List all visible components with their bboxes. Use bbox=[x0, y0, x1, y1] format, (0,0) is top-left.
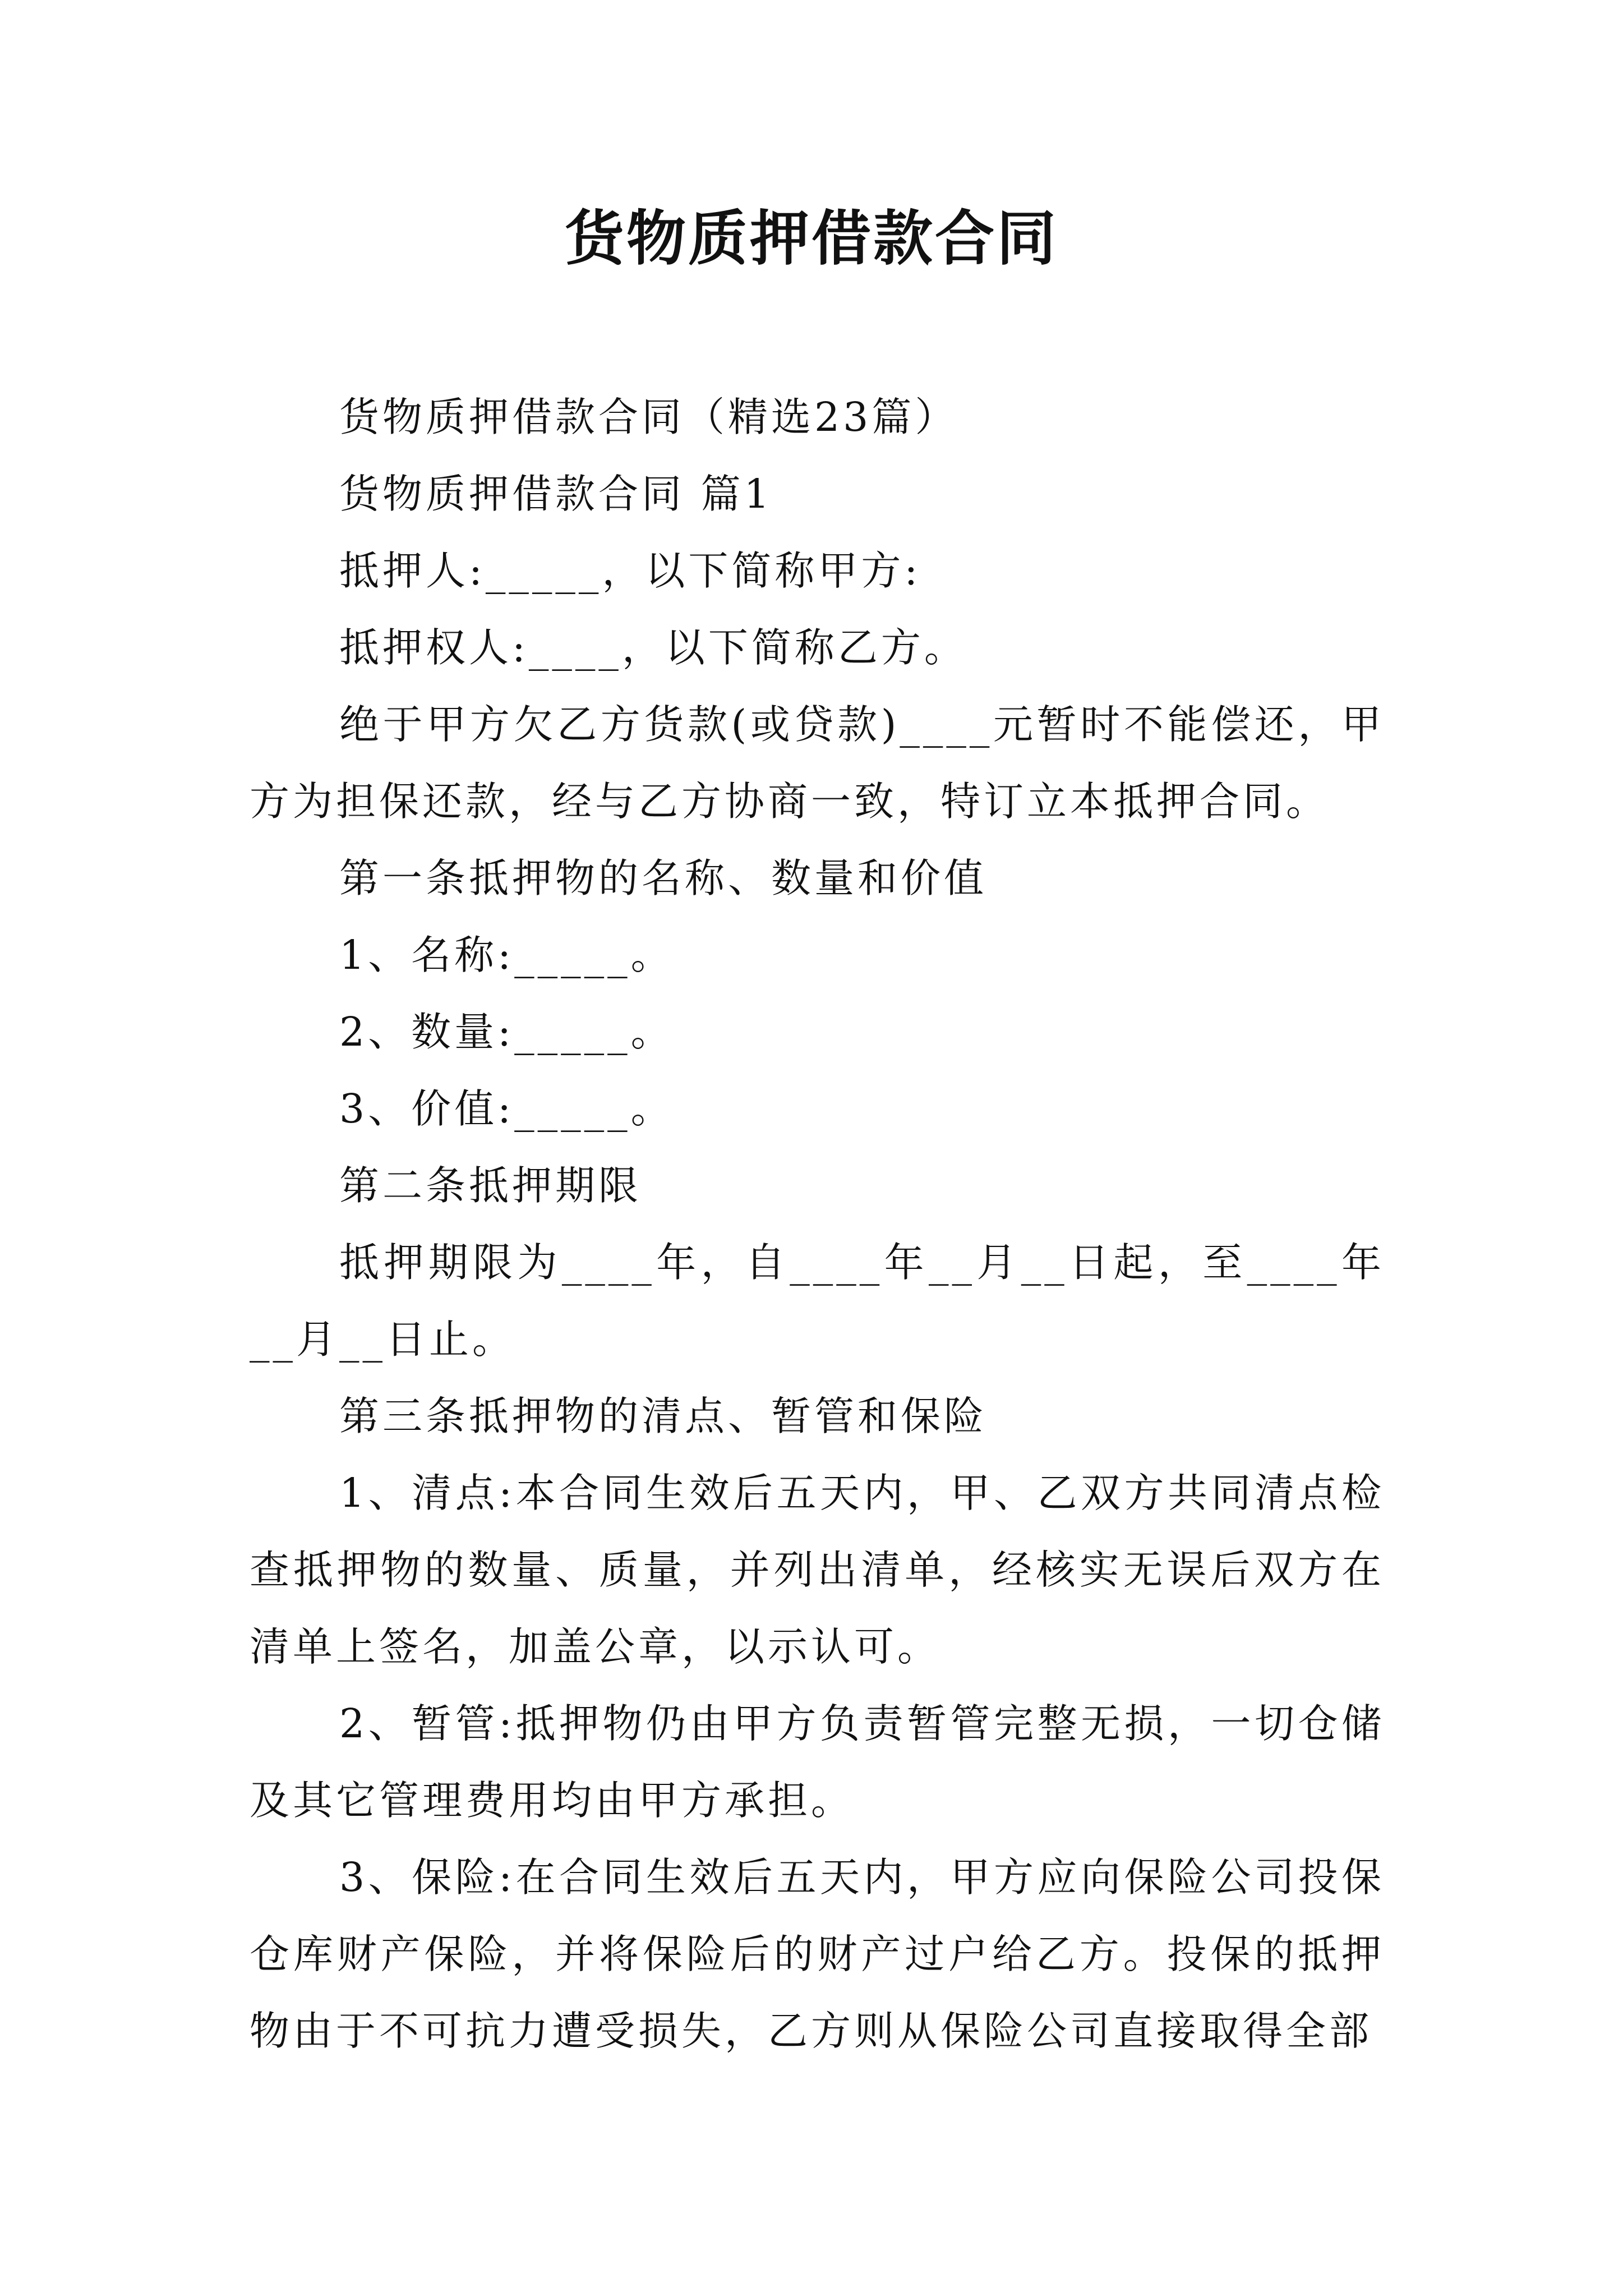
paragraph-item-name: 1、名称:_____。 bbox=[339, 932, 674, 978]
paragraph-insurance: 3、保险:在合同生效后五天内，甲方应向保险公司投保仓库财产保险，并将保险后的财产过户给乙方。投保的抵押物由于不可抗力遭受损失，乙方则从保险公司直接取得全部 bbox=[250, 1854, 1385, 2054]
paragraph-mortgagee: 抵押权人:____，以下简称乙方。 bbox=[339, 624, 967, 671]
paragraph-preamble: 绝于甲方欠乙方货款(或贷款)____元暂时不能偿还，甲方为担保还款，经与乙方协商一致，特订立本抵押合同。 bbox=[250, 701, 1385, 825]
paragraph-item-quantity: 2、数量:_____。 bbox=[339, 1009, 674, 1055]
paragraph-article-2-heading: 第二条抵押期限 bbox=[339, 1162, 642, 1209]
paragraph-term: 抵押期限为____年，自____年__月__日起，至____年__月__日止。 bbox=[250, 1239, 1385, 1363]
paragraph-section-heading: 货物质押借款合同 篇1 bbox=[339, 471, 773, 517]
paragraph-article-3-heading: 第三条抵押物的清点、暂管和保险 bbox=[339, 1393, 988, 1439]
paragraph-subtitle: 货物质押借款合同（精选23篇） bbox=[339, 394, 958, 440]
paragraph-inventory: 1、清点:本合同生效后五天内，甲、乙双方共同清点检查抵押物的数量、质量，并列出清单，经核实无误后双方在清单上签名，加盖公章，以示认可。 bbox=[250, 1470, 1385, 1670]
paragraph-mortgagor: 抵押人:_____，以下简称甲方: bbox=[339, 547, 921, 594]
document-body bbox=[250, 379, 1385, 2069]
paragraph-article-1-heading: 第一条抵押物的名称、数量和价值 bbox=[339, 855, 988, 901]
paragraph-custody: 2、暂管:抵押物仍由甲方负责暂管完整无损，一切仓储及其它管理费用均由甲方承担。 bbox=[250, 1700, 1385, 1824]
document-title: 货物质押借款合同 bbox=[565, 203, 1058, 273]
paragraph-item-value: 3、价值:_____。 bbox=[339, 1085, 674, 1132]
